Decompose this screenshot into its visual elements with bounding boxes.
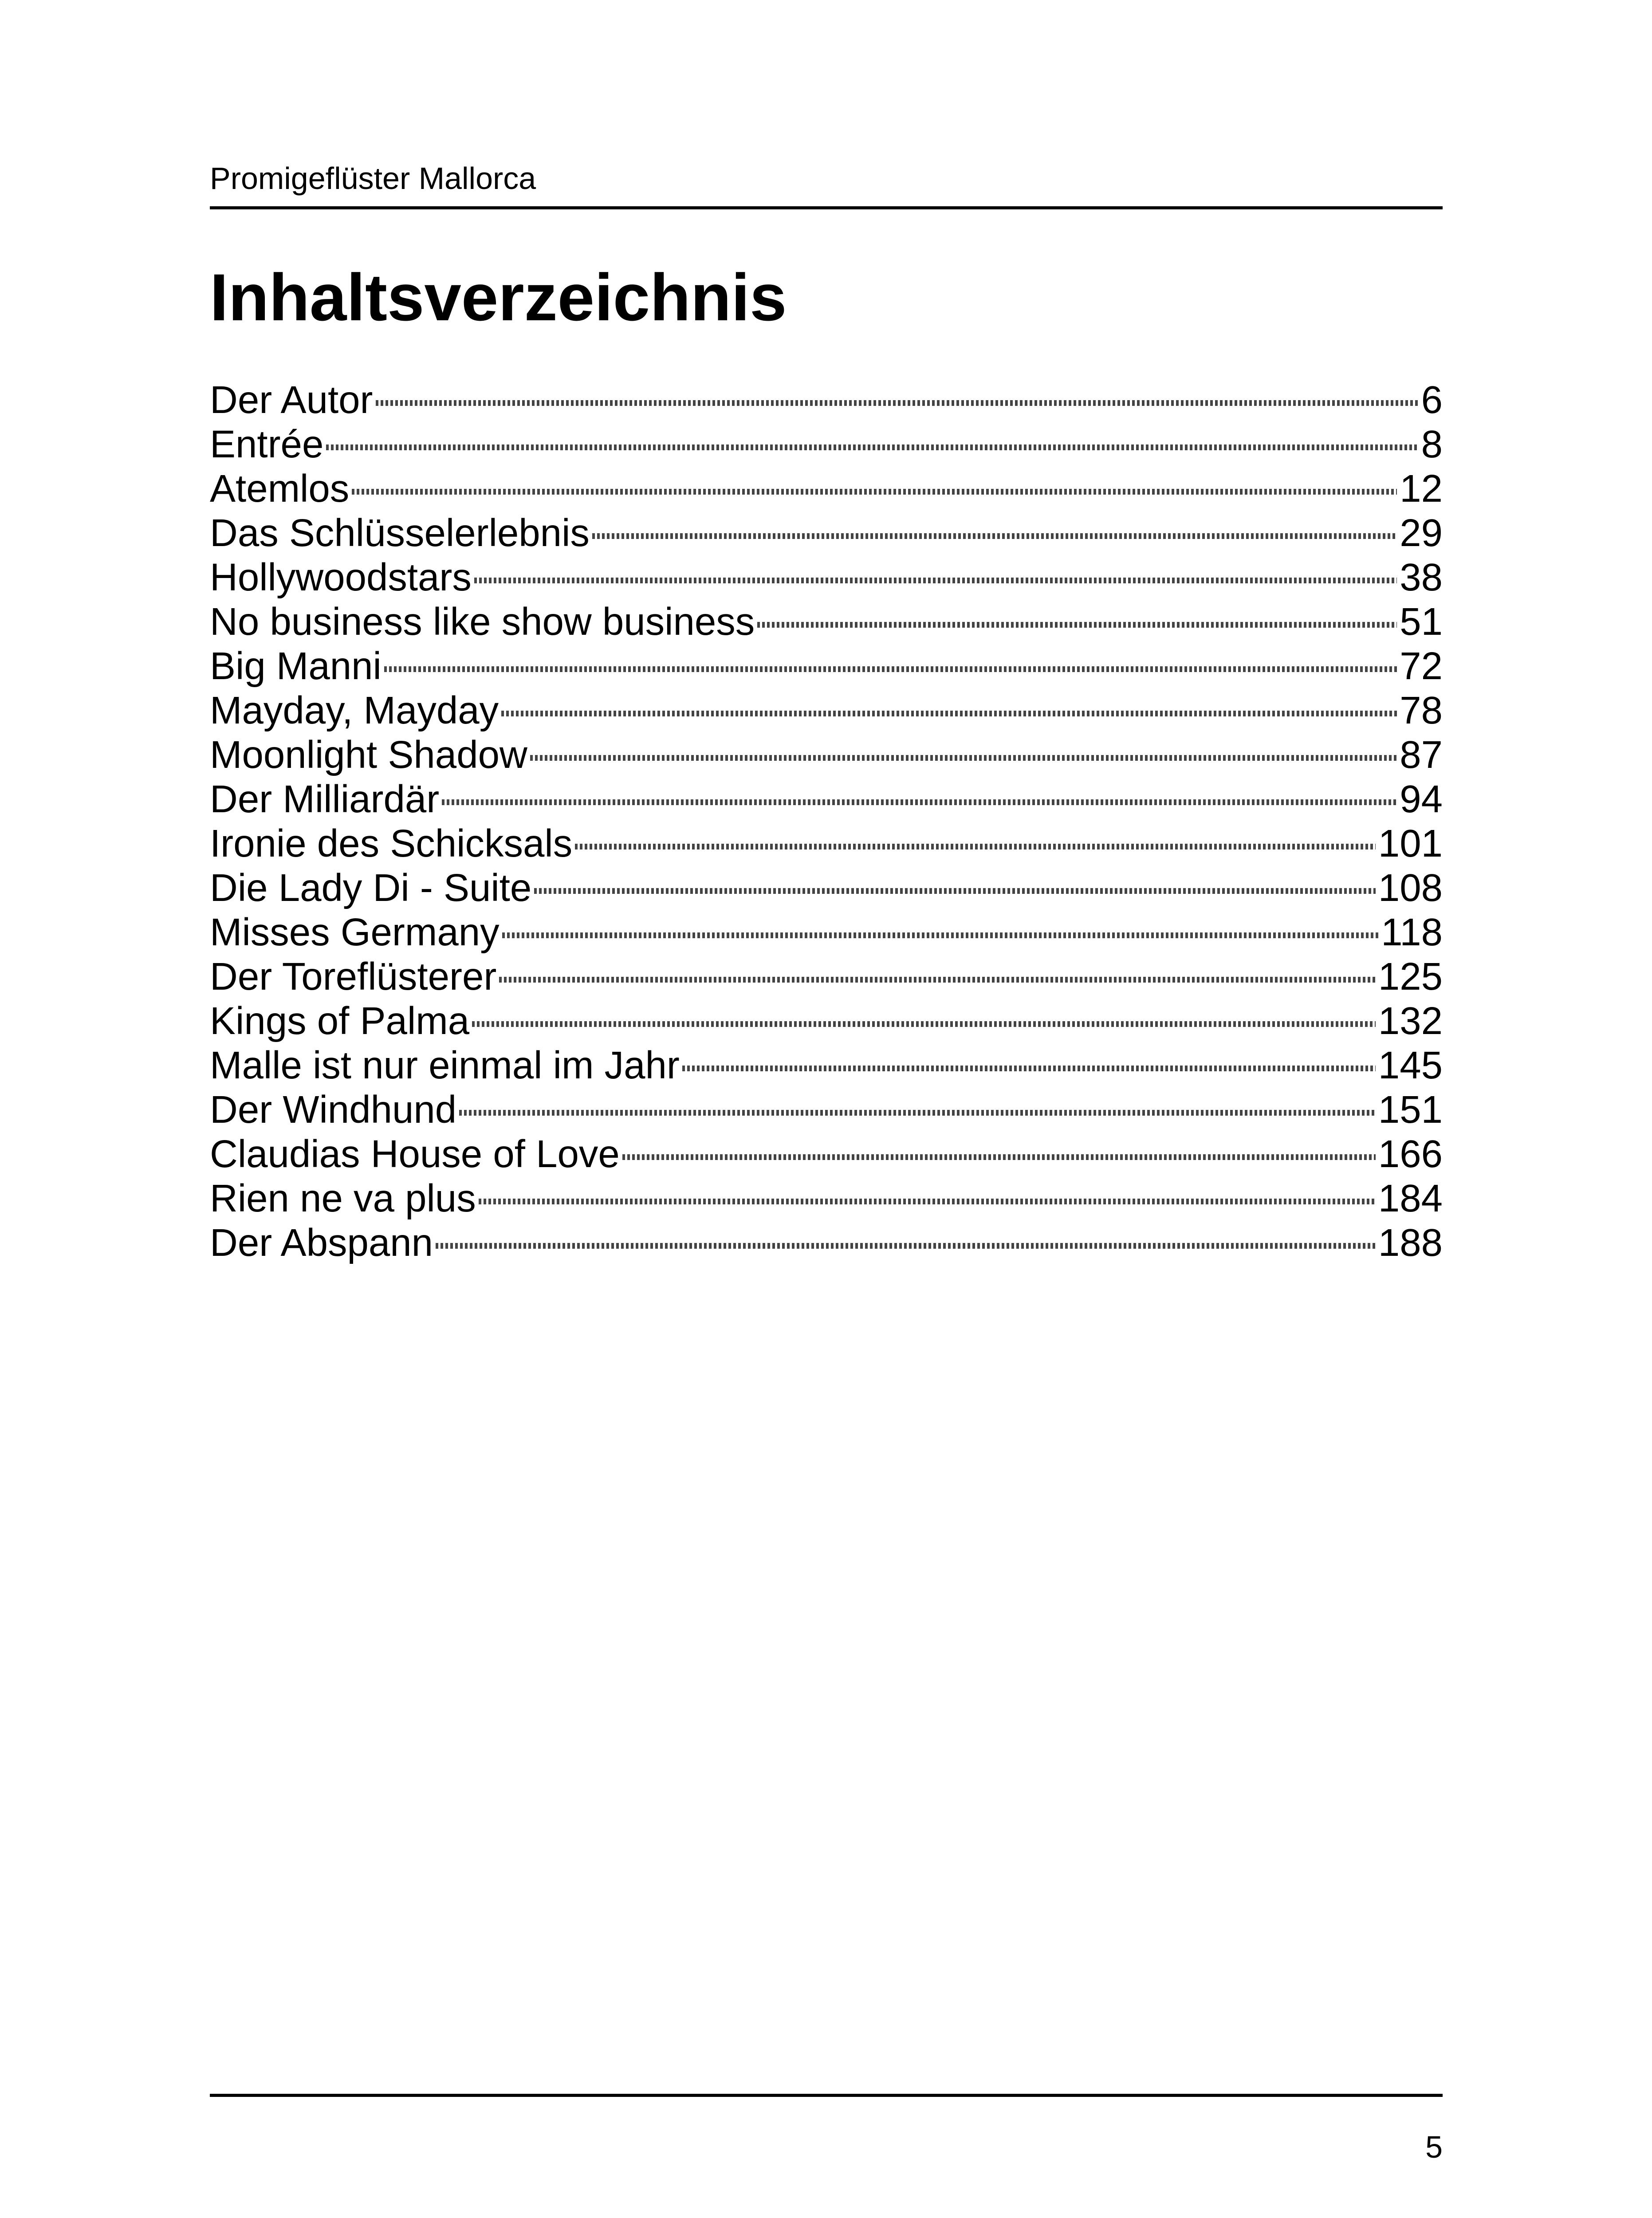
- toc-entry-page: 94: [1400, 778, 1443, 821]
- toc-entry-page: 72: [1400, 645, 1443, 688]
- toc-dot-leader: [502, 932, 1379, 938]
- toc-entry[interactable]: [210, 866, 1443, 910]
- toc-entry-page: 188: [1378, 1221, 1443, 1264]
- toc-entry-page: 132: [1378, 999, 1443, 1042]
- toc-entry-page: 151: [1378, 1088, 1443, 1131]
- toc-entry-page: 166: [1378, 1133, 1443, 1176]
- toc-dot-leader: [530, 755, 1397, 761]
- toc-dot-leader: [472, 1021, 1376, 1027]
- toc-dot-leader: [376, 400, 1419, 406]
- toc-entry-page: 6: [1421, 378, 1443, 421]
- toc-dot-leader: [622, 1154, 1376, 1160]
- toc-entry[interactable]: [210, 1043, 1443, 1088]
- toc-entry[interactable]: [210, 999, 1443, 1043]
- toc-entry-label: Das Schlüsselerlebnis: [210, 511, 590, 554]
- toc-entry-label: Der Windhund: [210, 1088, 457, 1131]
- toc-entry[interactable]: [210, 378, 1443, 422]
- toc-dot-leader: [592, 533, 1397, 539]
- toc-entry-page: 118: [1381, 911, 1443, 954]
- toc-entry-page: 87: [1400, 733, 1443, 776]
- toc-entry[interactable]: [210, 910, 1443, 955]
- toc-entry-page: 8: [1421, 423, 1443, 466]
- toc-entry-page: 184: [1378, 1177, 1443, 1220]
- toc-entry[interactable]: [210, 688, 1443, 733]
- running-header: Promigeflüster Mallorca: [210, 161, 536, 196]
- toc-entry-label: Entrée: [210, 423, 324, 466]
- toc-dot-leader: [479, 1199, 1376, 1204]
- toc-dot-leader: [534, 888, 1376, 894]
- toc-entry-label: Mayday, Mayday: [210, 689, 499, 732]
- toc-entry-label: Rien ne va plus: [210, 1177, 476, 1220]
- toc-dot-leader: [501, 711, 1397, 716]
- footer-rule: [210, 2094, 1443, 2097]
- toc-dot-leader: [352, 489, 1397, 495]
- toc-entry-page: 38: [1400, 556, 1443, 599]
- toc-dot-leader: [436, 1243, 1376, 1249]
- toc-entry-page: 12: [1400, 467, 1443, 510]
- toc-entry-page: 51: [1400, 600, 1443, 643]
- toc-dot-leader: [575, 844, 1376, 849]
- toc-dot-leader: [384, 666, 1397, 672]
- toc-entry-page: 101: [1378, 822, 1443, 865]
- toc-entry-label: Der Toreflüsterer: [210, 955, 497, 998]
- page-title: Inhaltsverzeichnis: [210, 260, 787, 334]
- toc-entry[interactable]: [210, 467, 1443, 511]
- toc-entry-page: 78: [1400, 689, 1443, 732]
- toc-entry[interactable]: [210, 1088, 1443, 1132]
- toc-entry-label: Ironie des Schicksals: [210, 822, 573, 865]
- toc-dot-leader: [474, 578, 1397, 583]
- toc-entry-page: 145: [1378, 1044, 1443, 1087]
- toc-entry[interactable]: [210, 777, 1443, 822]
- toc-entry-label: Claudias House of Love: [210, 1133, 620, 1176]
- toc-entry-label: Der Milliardär: [210, 778, 440, 821]
- page-number: 5: [1425, 2130, 1443, 2164]
- toc-entry-label: Misses Germany: [210, 911, 500, 954]
- toc-entry[interactable]: [210, 555, 1443, 600]
- toc-dot-leader: [442, 799, 1397, 805]
- toc-entry[interactable]: [210, 422, 1443, 467]
- toc-entry-label: Die Lady Di - Suite: [210, 866, 532, 909]
- toc-entry-page: 29: [1400, 511, 1443, 554]
- toc-entry[interactable]: [210, 644, 1443, 688]
- toc-dot-leader: [459, 1110, 1376, 1116]
- toc-entry-label: Atemlos: [210, 467, 350, 510]
- toc-entry[interactable]: [210, 1176, 1443, 1221]
- toc-entry-page: 125: [1378, 955, 1443, 998]
- toc-entry-label: Kings of Palma: [210, 999, 470, 1042]
- toc-entry-label: Malle ist nur einmal im Jahr: [210, 1044, 680, 1087]
- toc-entry[interactable]: [210, 1132, 1443, 1176]
- toc-entry[interactable]: [210, 733, 1443, 777]
- toc-entry[interactable]: [210, 822, 1443, 866]
- toc-entry[interactable]: [210, 955, 1443, 999]
- toc-entry-label: Moonlight Shadow: [210, 733, 527, 776]
- toc-entry-label: Der Abspann: [210, 1221, 433, 1264]
- toc-entry-page: 108: [1378, 866, 1443, 909]
- toc-entry[interactable]: [210, 600, 1443, 644]
- table-of-contents: [210, 378, 1443, 1265]
- toc-dot-leader: [499, 977, 1376, 983]
- toc-entry-label: No business like show business: [210, 600, 755, 643]
- toc-entry-label: Hollywoodstars: [210, 556, 472, 599]
- toc-dot-leader: [326, 444, 1418, 450]
- toc-dot-leader: [682, 1066, 1376, 1071]
- toc-entry-label: Big Manni: [210, 645, 382, 688]
- toc-entry[interactable]: [210, 511, 1443, 555]
- toc-dot-leader: [757, 622, 1397, 628]
- header-rule: [210, 206, 1443, 209]
- toc-entry-label: Der Autor: [210, 378, 373, 421]
- toc-entry[interactable]: [210, 1221, 1443, 1265]
